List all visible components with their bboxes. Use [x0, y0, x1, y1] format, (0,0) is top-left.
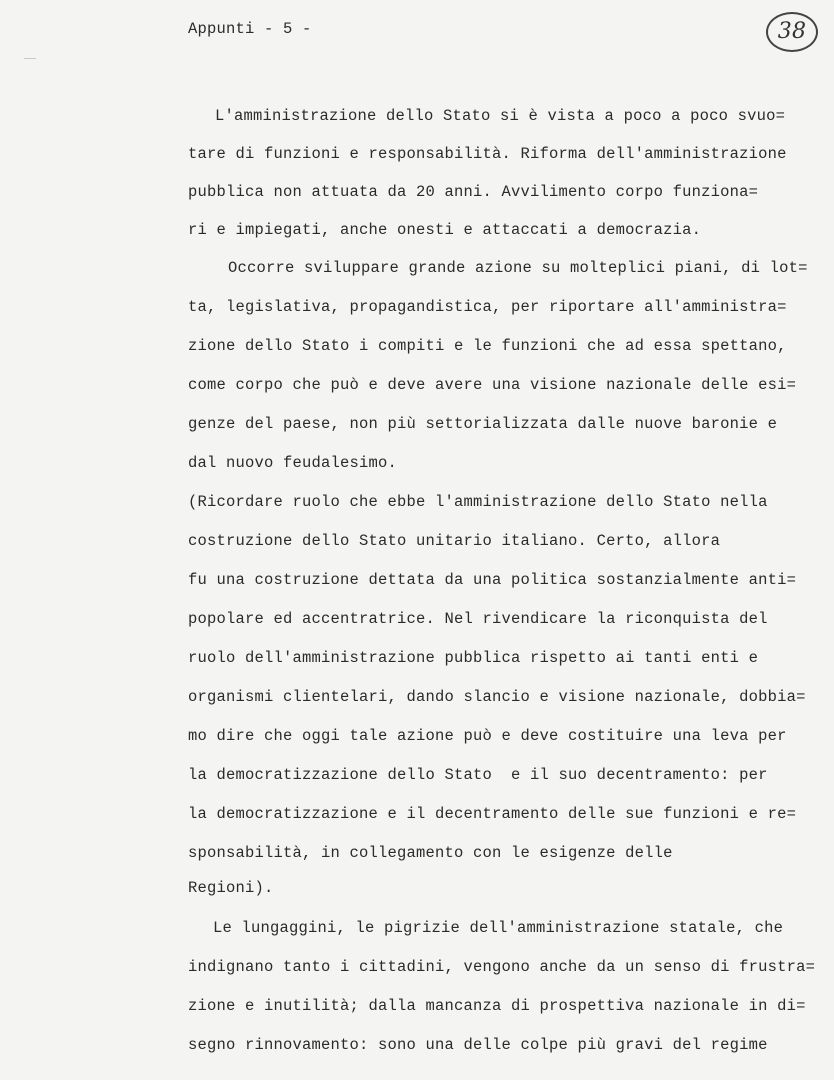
text-line: Le lungaggini, le pigrizie dell'amministrazione statale, che: [213, 919, 784, 937]
text-line: ta, legislativa, propagandistica, per riportare all'amministra=: [188, 298, 787, 316]
text-line: dal nuovo feudalesimo.: [188, 454, 398, 472]
text-line: come corpo che può e deve avere una visione nazionale delle esi=: [188, 376, 797, 394]
margin-mark: [24, 58, 36, 59]
text-line: costruzione dello Stato unitario italiano. Certo, allora: [188, 532, 721, 550]
text-line: tare di funzioni e responsabilità. Riforma dell'amministrazione: [188, 145, 787, 163]
text-line: ri e impiegati, anche onesti e attaccati a democrazia.: [188, 221, 702, 239]
text-line: zione dello Stato i compiti e le funzioni che ad essa spettano,: [188, 337, 787, 355]
page-header: Appunti - 5 -: [188, 20, 312, 38]
text-line: Occorre sviluppare grande azione su molteplici piani, di lot=: [228, 259, 808, 277]
text-line: zione e inutilità; dalla mancanza di prospettiva nazionale in di=: [188, 997, 806, 1015]
text-line: sponsabilità, in collegamento con le esigenze delle: [188, 844, 673, 862]
text-line: mo dire che oggi tale azione può e deve costituire una leva per: [188, 727, 787, 745]
text-line: la democratizzazione e il decentramento delle sue funzioni e re=: [188, 805, 797, 823]
text-line: genze del paese, non più settorializzata dalle nuove baronie e: [188, 415, 778, 433]
text-line: ruolo dell'amministrazione pubblica rispetto ai tanti enti e: [188, 649, 759, 667]
text-line: segno rinnovamento: sono una delle colpe più gravi del regime: [188, 1036, 768, 1054]
text-line: L'amministrazione dello Stato si è vista a poco a poco svuo=: [215, 107, 786, 125]
text-line: organismi clientelari, dando slancio e visione nazionale, dobbia=: [188, 688, 806, 706]
text-line: la democratizzazione dello Stato e il suo decentramento: per: [188, 766, 768, 784]
text-line: Regioni).: [188, 879, 274, 897]
text-line: (Ricordare ruolo che ebbe l'amministrazione dello Stato nella: [188, 493, 768, 511]
page-number-circled: 38: [766, 12, 818, 52]
text-line: popolare ed accentratrice. Nel rivendicare la riconquista del: [188, 610, 768, 628]
text-line: indignano tanto i cittadini, vengono anche da un senso di frustra=: [188, 958, 816, 976]
text-line: fu una costruzione dettata da una politica sostanzialmente anti=: [188, 571, 797, 589]
text-line: pubblica non attuata da 20 anni. Avvilimento corpo funziona=: [188, 183, 759, 201]
